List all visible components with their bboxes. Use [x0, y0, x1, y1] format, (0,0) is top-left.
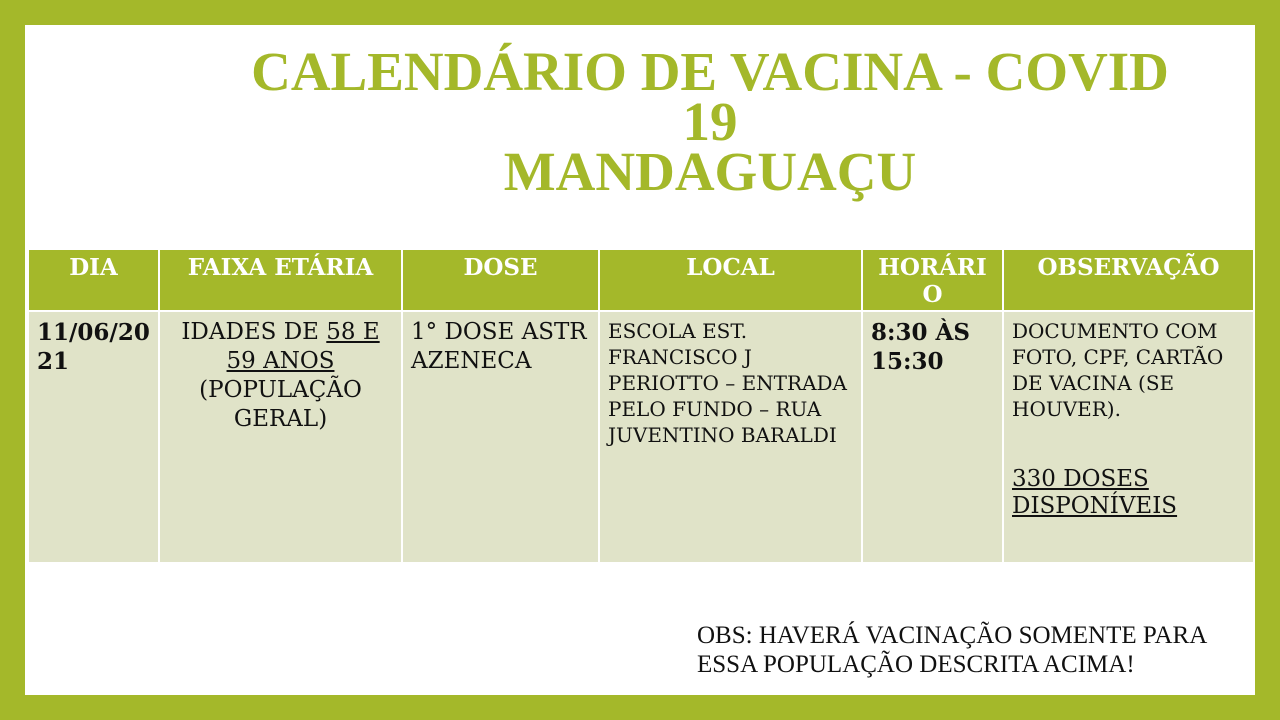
header-observacao: OBSERVAÇÃO — [1003, 249, 1254, 311]
dia-value: 11/06/2021 — [37, 319, 150, 375]
cell-local — [599, 311, 862, 563]
header-dose: DOSE — [402, 249, 599, 311]
local-value: ESCOLA EST. FRANCISCO J PERIOTTO – ENTRADA PELO FUNDO – RUA JUVENTINO BARALDI — [608, 319, 847, 447]
title-line-2: 19 — [682, 91, 738, 152]
dose-value: 1° DOSE ASTRAZENECA — [411, 319, 587, 374]
observacao-value: DOCUMENTO COM FOTO, CPF, CARTÃO DE VACINA (SE HOUVER). — [1012, 319, 1224, 421]
cell-horario — [862, 311, 1003, 563]
header-dia: DIA — [28, 249, 159, 311]
observation-note: OBS: HAVERÁ VACINAÇÃO SOMENTE PARA ESSA POPULAÇÃO DESCRITA ACIMA! — [697, 622, 1206, 678]
header-faixa-etaria: FAIXA ETÁRIA — [159, 249, 402, 311]
table-header-row — [28, 249, 1254, 311]
table-row — [28, 311, 1254, 563]
title-line-1: CALENDÁRIO DE VACINA - COVID — [251, 41, 1169, 102]
faixa-ages: 58 E 59 ANOS — [226, 319, 380, 374]
faixa-prefix: IDADES DE — [181, 319, 327, 345]
cell-observacao — [1003, 311, 1254, 563]
vaccine-schedule-table — [27, 248, 1255, 564]
header-horario: HORÁRIO — [862, 249, 1003, 311]
cell-faixa-etaria — [159, 311, 402, 563]
doses-disponiveis: 330 DOSES DISPONÍVEIS — [1012, 466, 1178, 519]
page-title — [190, 41, 1230, 202]
horario-value: 8:30 ÀS 15:30 — [871, 319, 970, 375]
cell-dia — [28, 311, 159, 563]
header-local: LOCAL — [599, 249, 862, 311]
title-line-3: MANDAGUAÇU — [503, 141, 917, 202]
cell-dose — [402, 311, 599, 563]
faixa-suffix: (POPULAÇÃO GERAL) — [199, 377, 362, 432]
slide — [25, 25, 1255, 695]
